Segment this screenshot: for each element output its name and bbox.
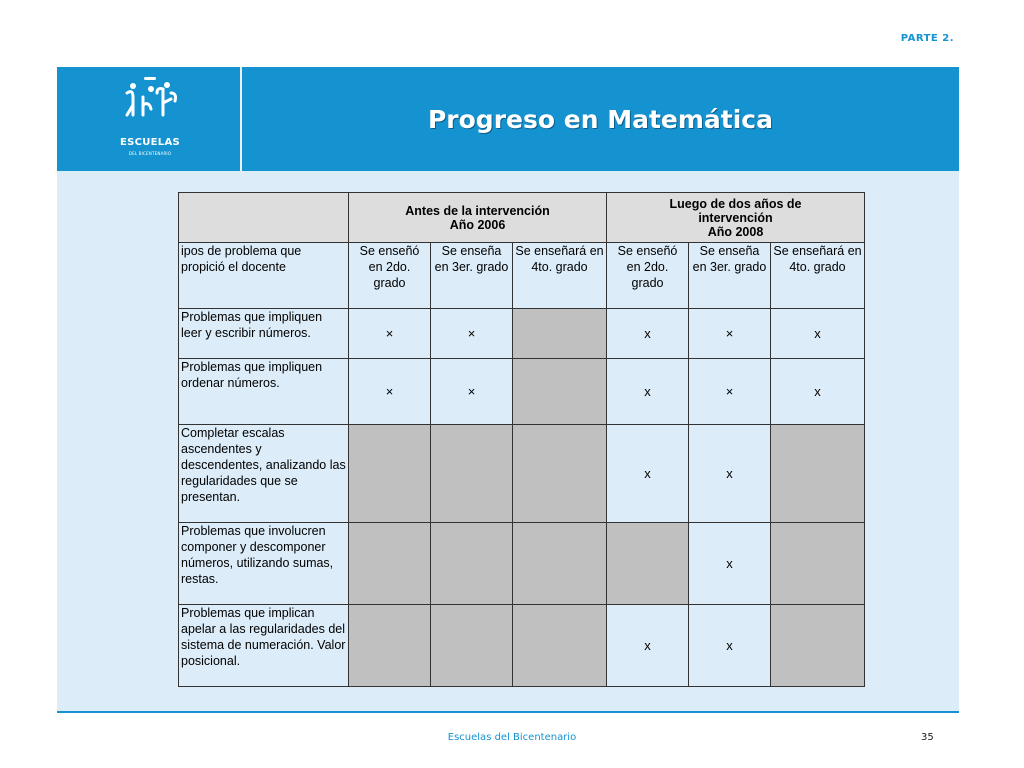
empty-gray-cell [349,523,431,605]
footer-divider [57,711,959,713]
page-title: Progreso en Matemática [427,105,773,134]
mark-cell: × [689,309,771,359]
logo-subtext: DEL BICENTENARIO [128,151,172,156]
mark-cell: x [689,425,771,523]
subheader-cell: Se enseña en 3er. grado [431,243,513,309]
title-banner [57,67,959,171]
empty-gray-cell [513,523,607,605]
row-label: Completar escalas ascendentes y descendentes, analizando las regularidades que se presentan. [179,425,349,523]
mark-cell: x [607,605,689,687]
group-before-line1: Antes de la intervención [405,203,550,218]
school-logo-icon [121,75,179,125]
row-header-label: ipos de problema que propició el docente [179,243,349,309]
subheader-cell: Se enseñará en 4to. grado [771,243,865,309]
group-after-line3: Año 2008 [707,224,764,239]
empty-gray-cell [771,425,865,523]
row-label: Problemas que involucren componer y descomponer números, utilizando sumas, restas. [179,523,349,605]
table-row [179,523,865,605]
empty-gray-cell [513,309,607,359]
mark-cell: x [771,309,865,359]
empty-gray-cell [607,523,689,605]
mark-cell: x [689,523,771,605]
mark-cell: x [607,359,689,425]
mark-cell: x [607,425,689,523]
row-label: Problemas que impliquen ordenar números. [179,359,349,425]
empty-gray-cell [771,523,865,605]
empty-gray-cell [349,425,431,523]
group-after-line1: Luego de dos años de [669,196,802,211]
subheader-cell: Se enseñó en 2do. grado [349,243,431,309]
mark-cell: × [349,359,431,425]
mark-cell: × [431,359,513,425]
group-after-line2: intervención [698,210,773,225]
mark-cell: x [771,359,865,425]
row-label: Problemas que implican apelar a las regularidades del sistema de numeración. Valor posicional. [179,605,349,687]
table-row [179,309,865,359]
mark-cell: × [431,309,513,359]
empty-gray-cell [513,605,607,687]
row-label: Problemas que impliquen leer y escribir números. [179,309,349,359]
table-header-row [179,193,865,243]
table-row [179,605,865,687]
empty-gray-cell [349,605,431,687]
subheader-cell: Se enseña en 3er. grado [689,243,771,309]
mark-cell: × [349,309,431,359]
empty-gray-cell [431,605,513,687]
section-label: PARTE 2. [900,33,954,44]
footer-text: Escuelas del Bicentenario [447,732,577,743]
mark-cell: x [689,605,771,687]
table-row [179,359,865,425]
logo-text: ESCUELAS [119,137,181,148]
group-header-before [349,193,607,243]
page-number: 35 [921,732,934,743]
subheader-row [179,243,865,309]
mark-cell: × [689,359,771,425]
progress-table [178,192,865,687]
table-row [179,425,865,523]
logo [115,75,185,165]
mark-cell: x [607,309,689,359]
group-before-line2: Año 2006 [449,217,506,232]
subheader-cell: Se enseñó en 2do. grado [607,243,689,309]
empty-gray-cell [513,359,607,425]
empty-gray-cell [771,605,865,687]
empty-gray-cell [431,425,513,523]
subheader-cell: Se enseñará en 4to. grado [513,243,607,309]
empty-gray-cell [513,425,607,523]
group-header-after [607,193,865,243]
header-corner-cell [179,193,349,243]
empty-gray-cell [431,523,513,605]
